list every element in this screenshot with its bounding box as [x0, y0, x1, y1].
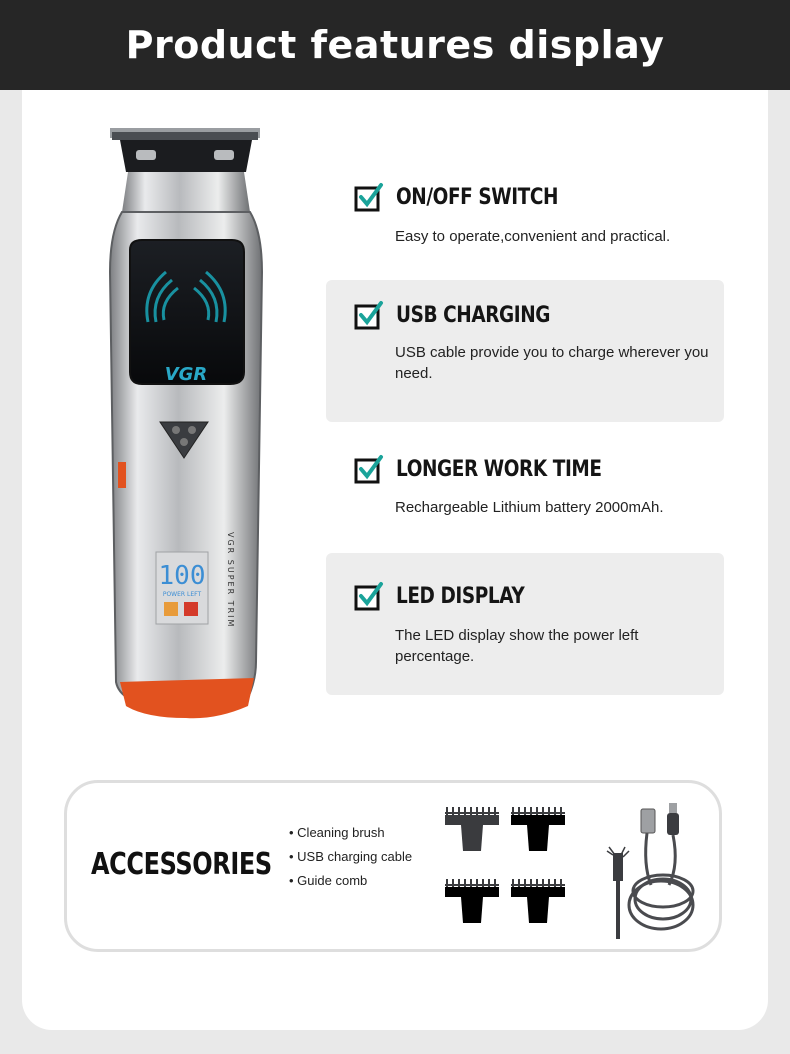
brand-logo: VGR: [164, 364, 208, 385]
list-item: • Guide comb: [289, 869, 412, 893]
checkbox-icon: [354, 454, 384, 484]
checkbox-icon: [354, 581, 384, 611]
feature-description: The LED display show the power left percentage.: [395, 627, 639, 665]
led-readout: 100: [158, 561, 206, 591]
feature-title: LONGER WORK TIME: [396, 456, 602, 482]
feature-on-off-switch: [326, 168, 724, 268]
side-label: VGR SUPER TRIM: [226, 532, 235, 629]
led-label: POWER LEFT: [162, 591, 202, 598]
feature-usb-charging: [326, 280, 724, 422]
header-banner: [0, 0, 790, 90]
feature-description: Rechargeable Lithium battery 2000mAh.: [395, 499, 664, 516]
accessories-panel: [64, 780, 722, 952]
list-item: • USB charging cable: [289, 845, 412, 869]
list-item: • Cleaning brush: [289, 821, 412, 845]
feature-title: USB CHARGING: [396, 302, 551, 328]
accessories-title: ACCESSORIES: [91, 847, 272, 882]
usb-cable-brush-image: [603, 795, 703, 940]
page-title: Product features display: [125, 23, 665, 67]
feature-led-display: [326, 553, 724, 695]
feature-description: Easy to operate,convenient and practical.: [395, 228, 671, 245]
checkbox-icon: [354, 300, 384, 330]
feature-longer-work-time: [326, 440, 724, 540]
trimmer-image: [96, 122, 276, 722]
feature-title: ON/OFF SWITCH: [396, 184, 559, 210]
checkbox-icon: [354, 182, 384, 212]
guide-combs-image: [443, 805, 569, 935]
accessories-list: [289, 821, 412, 893]
feature-title: LED DISPLAY: [396, 583, 525, 609]
feature-description: USB cable provide you to charge wherever you need.: [395, 344, 709, 382]
